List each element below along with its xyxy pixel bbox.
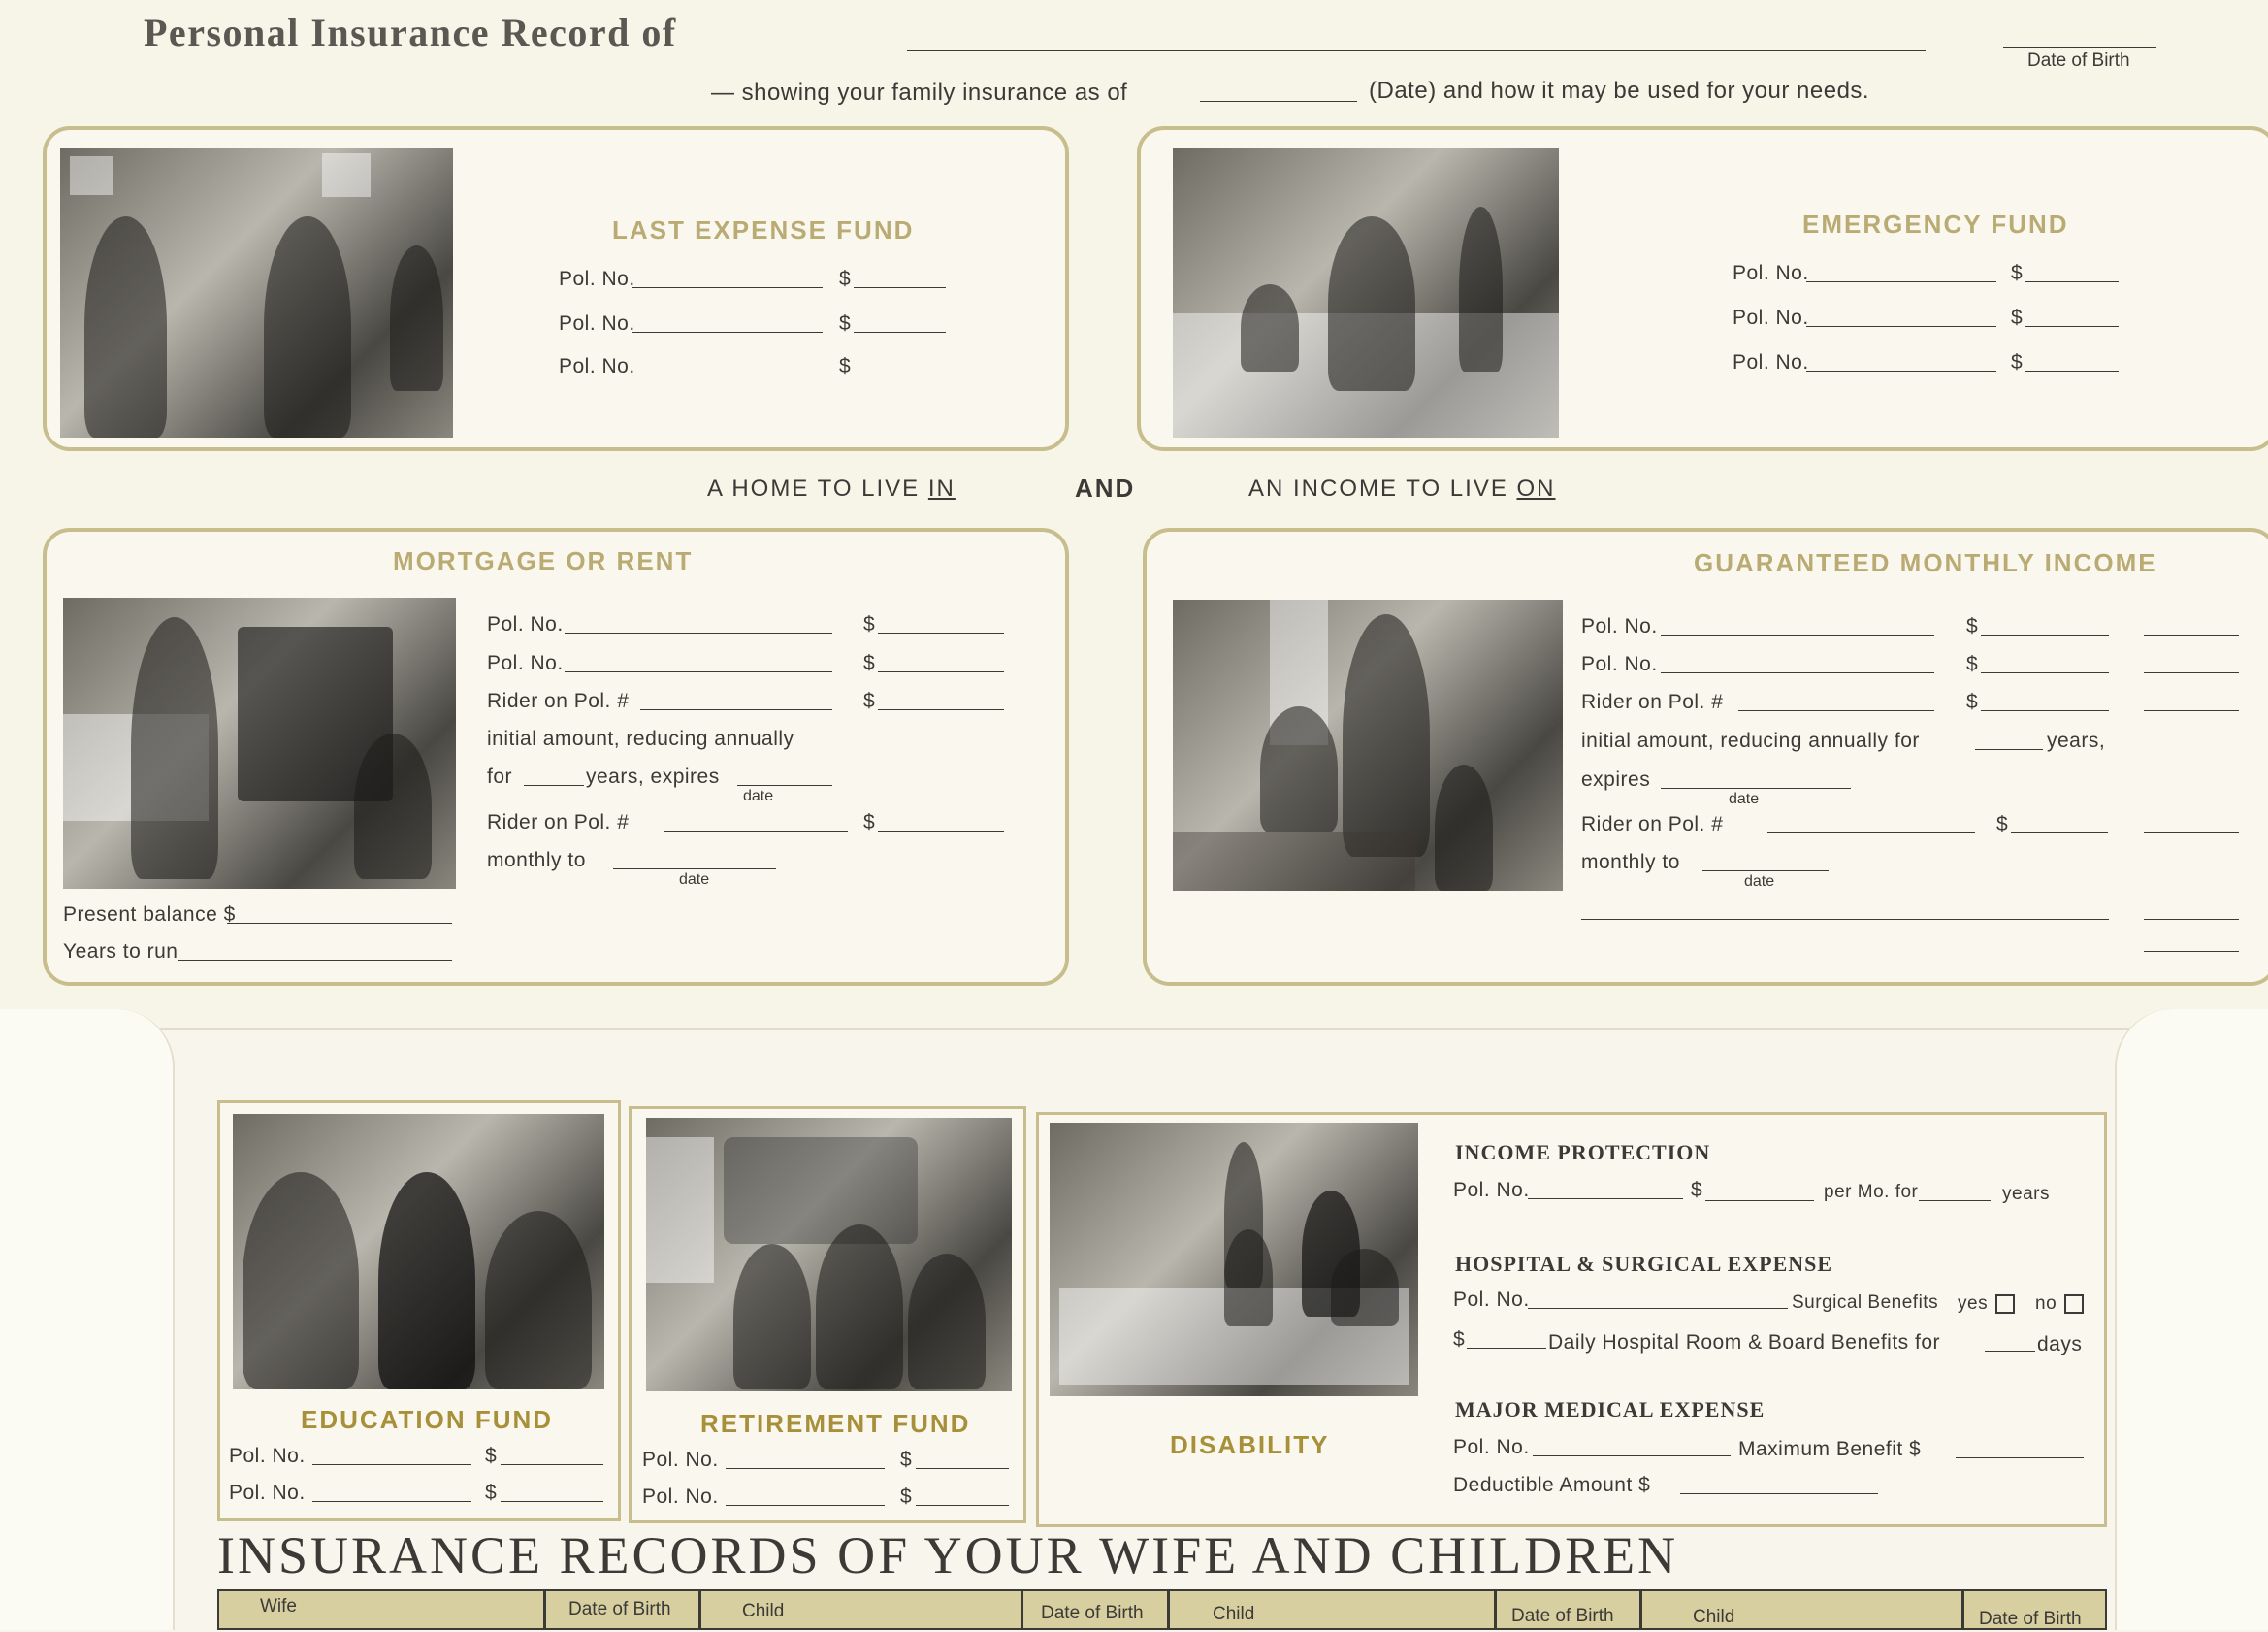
family-desk-photo bbox=[60, 148, 453, 438]
em-pol-3-field[interactable] bbox=[1806, 371, 1996, 372]
gmi-extra-3-field[interactable] bbox=[2144, 710, 2239, 711]
gmi-monthly-to: monthly to bbox=[1581, 851, 1680, 873]
income-to-live-caption: AN INCOME TO LIVE ON bbox=[1248, 475, 1556, 502]
records-divider-3 bbox=[1021, 1591, 1023, 1630]
hospital-heading: HOSPITAL & SURGICAL EXPENSE bbox=[1455, 1252, 1833, 1276]
mr-rider-1: Rider on Pol. # bbox=[487, 690, 630, 712]
gmi-pol-1-field[interactable] bbox=[1661, 635, 1934, 636]
gmi-dollar-4: $ bbox=[1996, 813, 2009, 835]
mr-monthly-to: monthly to bbox=[487, 849, 586, 871]
em-pol-2-field[interactable] bbox=[1806, 326, 1996, 327]
records-divider-7 bbox=[1961, 1591, 1964, 1630]
rt-amt-1-field[interactable] bbox=[916, 1468, 1009, 1469]
mm-maximum-benefit-field[interactable] bbox=[1956, 1457, 2084, 1458]
ed-pol-1-field[interactable] bbox=[312, 1464, 471, 1465]
records-col-child-1: Child bbox=[742, 1601, 785, 1621]
dob-line[interactable] bbox=[2003, 47, 2156, 48]
mr-dollar-4: $ bbox=[863, 811, 876, 833]
mm-deductible: Deductible Amount $ bbox=[1453, 1474, 1651, 1496]
yes-checkbox[interactable] bbox=[1995, 1294, 2015, 1314]
em-pol-2: Pol. No. bbox=[1733, 307, 1809, 329]
gmi-rider-2: Rider on Pol. # bbox=[1581, 813, 1724, 835]
gmi-pol-1: Pol. No. bbox=[1581, 615, 1658, 637]
mr-rider-1-field[interactable] bbox=[640, 709, 832, 710]
ip-pol: Pol. No. bbox=[1453, 1179, 1530, 1201]
ip-amt-field[interactable] bbox=[1705, 1200, 1814, 1201]
le-pol-1-field[interactable] bbox=[632, 287, 823, 288]
mr-rider-2-field[interactable] bbox=[664, 831, 848, 832]
ed-dollar-2: $ bbox=[485, 1482, 498, 1504]
hs-pol-field[interactable] bbox=[1528, 1308, 1788, 1309]
name-line[interactable] bbox=[907, 50, 1926, 51]
gmi-blank-line[interactable] bbox=[1581, 919, 2109, 920]
em-pol-1: Pol. No. bbox=[1733, 262, 1809, 284]
ed-pol-1: Pol. No. bbox=[229, 1445, 306, 1467]
mr-amt-1-field[interactable] bbox=[878, 633, 1004, 634]
ed-pol-2-field[interactable] bbox=[312, 1501, 471, 1502]
mr-present-balance-field[interactable] bbox=[227, 923, 452, 924]
gmi-pol-2-field[interactable] bbox=[1661, 672, 1934, 673]
hs-days: days bbox=[2037, 1333, 2083, 1355]
gmi-rider-2-field[interactable] bbox=[1767, 832, 1975, 833]
gmi-rider-1: Rider on Pol. # bbox=[1581, 691, 1724, 713]
le-dollar-3: $ bbox=[839, 355, 852, 377]
mr-monthly-to-field[interactable] bbox=[613, 868, 776, 869]
hs-surgical-benefits: Surgical Benefits bbox=[1792, 1292, 1939, 1313]
mr-present-balance: Present balance $ bbox=[63, 903, 236, 926]
mr-rider-2: Rider on Pol. # bbox=[487, 811, 630, 833]
mr-date-caption-2: date bbox=[679, 871, 710, 888]
gmi-monthly-to-field[interactable] bbox=[1702, 870, 1829, 871]
gmi-extra-1-field[interactable] bbox=[2144, 635, 2239, 636]
gmi-pol-2: Pol. No. bbox=[1581, 653, 1658, 675]
gmi-years-field[interactable] bbox=[1975, 749, 2043, 750]
disability-title: DISABILITY bbox=[1170, 1430, 1330, 1459]
gmi-date-caption-1: date bbox=[1729, 791, 1760, 807]
hs-no: no bbox=[2035, 1293, 2084, 1315]
retirement-photo bbox=[646, 1118, 1012, 1391]
hospital-photo bbox=[1050, 1123, 1418, 1396]
gmi-extra-2-field[interactable] bbox=[2144, 672, 2239, 673]
em-pol-1-field[interactable] bbox=[1806, 281, 1996, 282]
rt-dollar-1: $ bbox=[900, 1449, 913, 1471]
gmi-title: GUARANTEED MONTHLY INCOME bbox=[1694, 548, 2157, 577]
ed-dollar-1: $ bbox=[485, 1445, 498, 1467]
ip-years-field[interactable] bbox=[1919, 1200, 1991, 1201]
page-title: Personal Insurance Record of bbox=[144, 11, 677, 54]
records-col-dob-2: Date of Birth bbox=[1041, 1603, 1144, 1623]
mr-years-to-run-field[interactable] bbox=[178, 960, 452, 961]
gmi-amt-3-field[interactable] bbox=[1981, 710, 2109, 711]
rt-pol-1-field[interactable] bbox=[726, 1468, 885, 1469]
fireplace-photo bbox=[63, 598, 456, 889]
major-medical-heading: MAJOR MEDICAL EXPENSE bbox=[1455, 1397, 1766, 1421]
gmi-amt-1-field[interactable] bbox=[1981, 635, 2109, 636]
records-col-dob-3: Date of Birth bbox=[1511, 1606, 1614, 1626]
kitchen-photo bbox=[1173, 600, 1563, 891]
records-divider-5 bbox=[1494, 1591, 1497, 1630]
education-title: EDUCATION FUND bbox=[301, 1405, 554, 1434]
hs-daily-amt-field[interactable] bbox=[1467, 1348, 1546, 1349]
em-amt-1-field[interactable] bbox=[2025, 281, 2119, 282]
gmi-dollar-3: $ bbox=[1966, 691, 1979, 713]
records-divider-6 bbox=[1639, 1591, 1642, 1630]
sickbed-photo bbox=[1173, 148, 1559, 438]
mr-dollar-2: $ bbox=[863, 652, 876, 674]
rt-pol-2: Pol. No. bbox=[642, 1485, 719, 1508]
em-pol-3: Pol. No. bbox=[1733, 351, 1809, 374]
gmi-extra-4-field[interactable] bbox=[2144, 832, 2239, 833]
pocket-tab-left bbox=[0, 1009, 175, 1630]
records-col-dob-4: Date of Birth bbox=[1979, 1609, 2082, 1629]
and-caption: AND bbox=[1075, 473, 1136, 503]
mm-maximum-benefit: Maximum Benefit $ bbox=[1738, 1438, 1922, 1460]
hs-days-field[interactable] bbox=[1985, 1351, 2035, 1352]
hs-yes: yes bbox=[1958, 1293, 2015, 1315]
records-col-child-2: Child bbox=[1213, 1604, 1255, 1624]
gmi-expires-field[interactable] bbox=[1661, 788, 1851, 789]
ed-pol-2: Pol. No. bbox=[229, 1482, 306, 1504]
gmi-initial: initial amount, reducing annually for bbox=[1581, 730, 1920, 752]
em-amt-2-field[interactable] bbox=[2025, 326, 2119, 327]
le-pol-3: Pol. No. bbox=[559, 355, 635, 377]
em-amt-3-field[interactable] bbox=[2025, 371, 2119, 372]
records-title: INSURANCE RECORDS OF YOUR WIFE AND CHILDREN bbox=[217, 1526, 1679, 1584]
mr-amt-4-field[interactable] bbox=[878, 831, 1004, 832]
mm-pol-field[interactable] bbox=[1533, 1455, 1731, 1456]
mr-expires-field[interactable] bbox=[737, 785, 832, 786]
le-pol-2: Pol. No. bbox=[559, 312, 635, 335]
em-dollar-3: $ bbox=[2011, 351, 2024, 374]
showing-suffix: (Date) and how it may be used for your needs. bbox=[1369, 78, 1870, 104]
income-protection-heading: INCOME PROTECTION bbox=[1455, 1140, 1711, 1164]
pocket-tab-right bbox=[2115, 1009, 2268, 1630]
ip-per-mo-for: per Mo. for bbox=[1824, 1182, 1919, 1202]
le-dollar-1: $ bbox=[839, 268, 852, 290]
records-col-child-3: Child bbox=[1693, 1607, 1735, 1627]
mr-dollar-3: $ bbox=[863, 690, 876, 712]
gmi-amt-4-field[interactable] bbox=[2011, 832, 2108, 833]
le-pol-2-field[interactable] bbox=[632, 332, 823, 333]
records-table-band bbox=[217, 1589, 2107, 1630]
mr-years-field[interactable] bbox=[524, 785, 584, 786]
records-divider-2 bbox=[698, 1591, 701, 1630]
gmi-years: years, bbox=[2047, 730, 2106, 752]
mr-years-expires: years, expires bbox=[586, 766, 720, 788]
last-expense-title: LAST EXPENSE FUND bbox=[612, 215, 915, 245]
records-divider-1 bbox=[543, 1591, 546, 1630]
mm-pol: Pol. No. bbox=[1453, 1436, 1530, 1458]
gmi-dollar-1: $ bbox=[1966, 615, 1979, 637]
hs-dollar: $ bbox=[1453, 1328, 1466, 1351]
ed-amt-1-field[interactable] bbox=[501, 1464, 603, 1465]
graduation-photo bbox=[233, 1114, 604, 1389]
mr-pol-1-field[interactable] bbox=[565, 633, 832, 634]
mm-deductible-field[interactable] bbox=[1680, 1493, 1878, 1494]
mr-date-caption-1: date bbox=[743, 788, 774, 804]
gmi-rider-1-field[interactable] bbox=[1738, 710, 1934, 711]
mortgage-title: MORTGAGE OR RENT bbox=[393, 546, 694, 575]
gmi-dollar-2: $ bbox=[1966, 653, 1979, 675]
mr-initial: initial amount, reducing annually bbox=[487, 728, 794, 750]
showing-prefix: — showing your family insurance as of bbox=[711, 80, 1128, 106]
mr-pol-1: Pol. No. bbox=[487, 613, 564, 636]
retirement-title: RETIREMENT FUND bbox=[700, 1409, 971, 1438]
ip-dollar: $ bbox=[1691, 1179, 1703, 1201]
mr-for: for bbox=[487, 766, 513, 788]
emergency-title: EMERGENCY FUND bbox=[1802, 210, 2069, 239]
le-amt-1-field[interactable] bbox=[854, 287, 946, 288]
mr-amt-2-field[interactable] bbox=[878, 671, 1004, 672]
em-dollar-2: $ bbox=[2011, 307, 2024, 329]
em-dollar-1: $ bbox=[2011, 262, 2024, 284]
rt-pol-1: Pol. No. bbox=[642, 1449, 719, 1471]
dob-label: Date of Birth bbox=[2027, 50, 2130, 71]
gmi-amt-2-field[interactable] bbox=[1981, 672, 2109, 673]
le-pol-1: Pol. No. bbox=[559, 268, 635, 290]
mr-pol-2-field[interactable] bbox=[565, 671, 832, 672]
mr-dollar-1: $ bbox=[863, 613, 876, 636]
mr-amt-3-field[interactable] bbox=[878, 709, 1004, 710]
ip-pol-field[interactable] bbox=[1528, 1198, 1683, 1199]
no-checkbox[interactable] bbox=[2064, 1294, 2084, 1314]
gmi-extra-5-field[interactable] bbox=[2144, 919, 2239, 920]
gmi-extra-6-field[interactable] bbox=[2144, 951, 2239, 952]
home-to-live-caption: A HOME TO LIVE IN bbox=[707, 475, 956, 502]
gmi-date-caption-2: date bbox=[1744, 873, 1775, 890]
rt-amt-2-field[interactable] bbox=[916, 1505, 1009, 1506]
records-col-dob-1: Date of Birth bbox=[568, 1599, 671, 1619]
le-dollar-2: $ bbox=[839, 312, 852, 335]
hs-daily-hospital: Daily Hospital Room & Board Benefits for bbox=[1548, 1331, 1940, 1354]
ip-years: years bbox=[2002, 1184, 2050, 1204]
mr-pol-2: Pol. No. bbox=[487, 652, 564, 674]
records-divider-4 bbox=[1167, 1591, 1170, 1630]
mr-years-to-run: Years to run bbox=[63, 940, 178, 963]
hs-pol: Pol. No. bbox=[1453, 1289, 1530, 1311]
gmi-expires: expires bbox=[1581, 768, 1651, 791]
rt-dollar-2: $ bbox=[900, 1485, 913, 1508]
le-amt-2-field[interactable] bbox=[854, 332, 946, 333]
rt-pol-2-field[interactable] bbox=[726, 1505, 885, 1506]
ed-amt-2-field[interactable] bbox=[501, 1501, 603, 1502]
records-col-wife: Wife bbox=[260, 1596, 297, 1616]
as-of-date-line[interactable] bbox=[1200, 101, 1357, 102]
